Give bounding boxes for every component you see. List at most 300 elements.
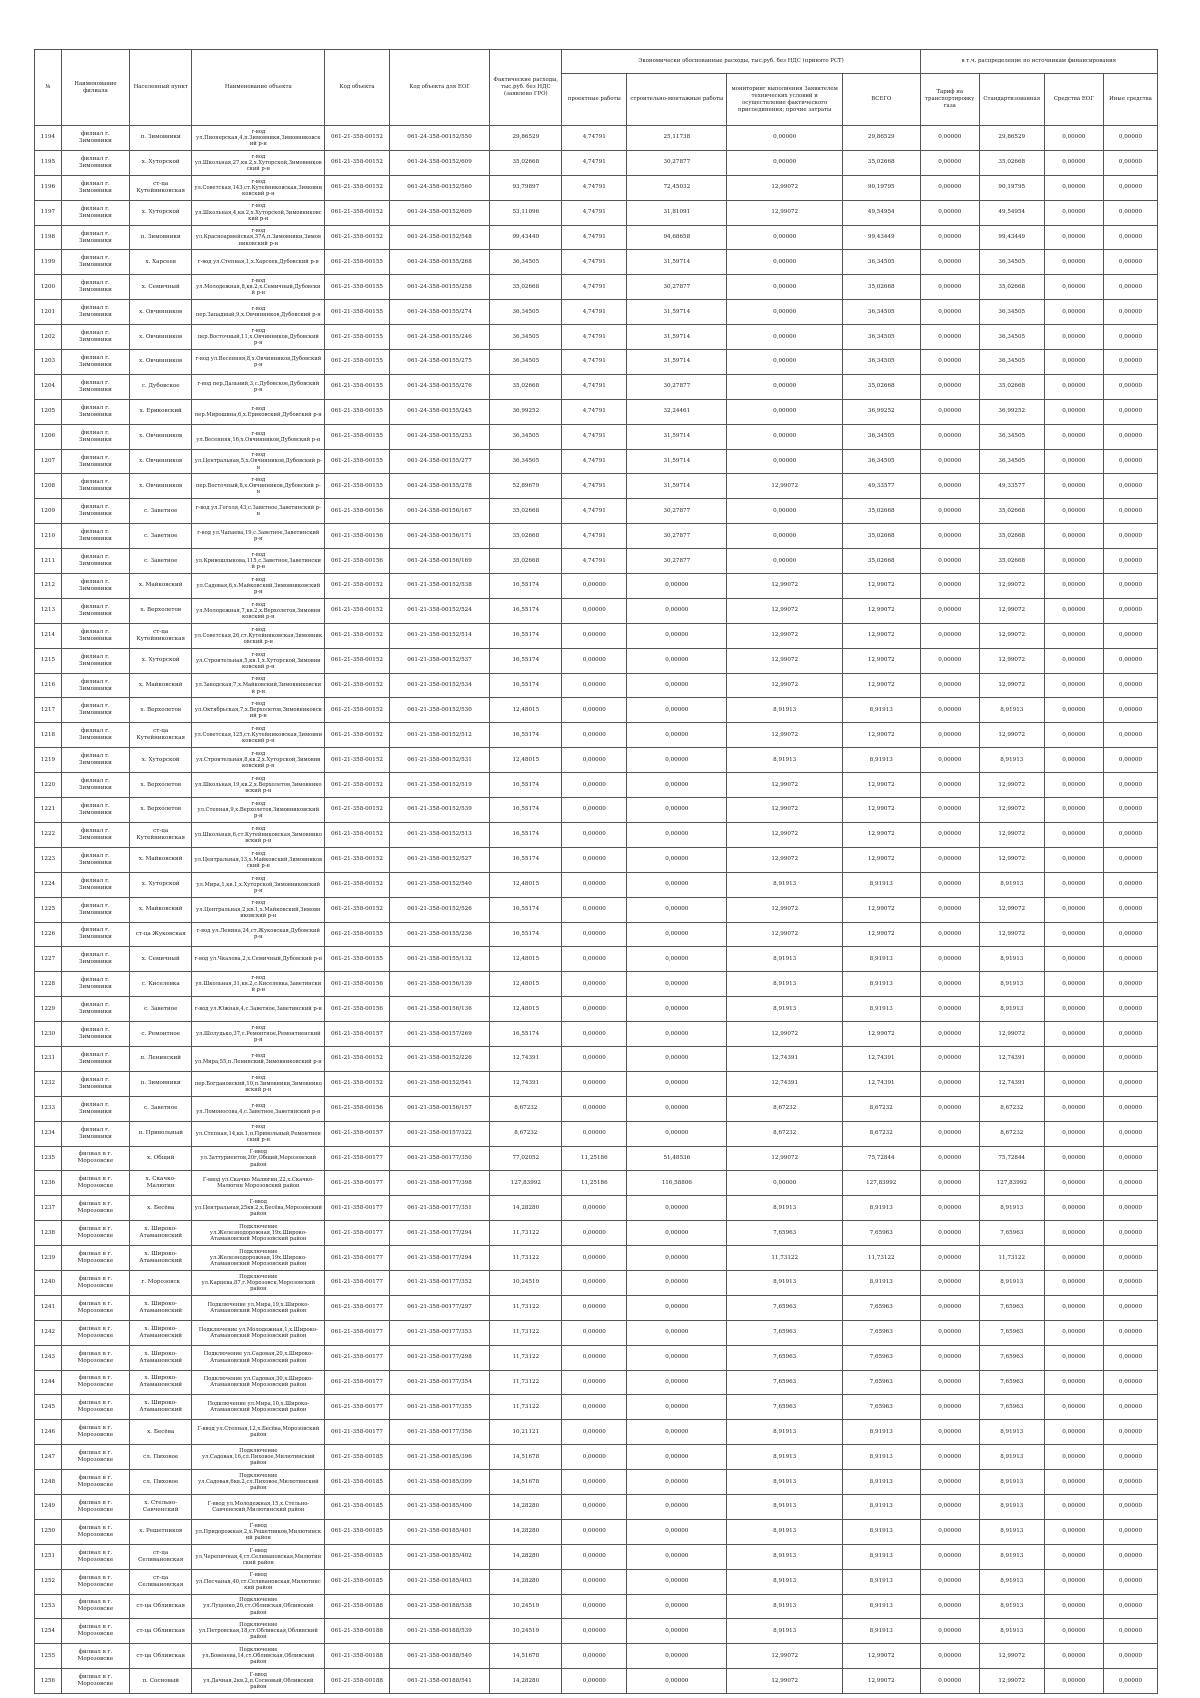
smr-cell: 0,00000 (627, 1644, 727, 1669)
punkt-cell: ст-ца Обливская (129, 1594, 192, 1619)
row-num: 1233 (35, 1096, 62, 1121)
code-cell: 061-21-358-00152 (325, 175, 390, 200)
punkt-cell: с. Дубовское (129, 374, 192, 399)
code-eog-cell: 061-24-358-00152/548 (389, 225, 489, 250)
other-cell: 0,00000 (1103, 1594, 1157, 1619)
table-row (35, 1022, 1158, 1047)
filial-cell: филиал г. Зимовники (61, 648, 129, 673)
tarif-cell: 0,00000 (920, 947, 979, 972)
table-row (35, 175, 1158, 200)
code-eog-cell: 061-21-358-00177/351 (389, 1196, 489, 1221)
tarif-cell: 0,00000 (920, 1146, 979, 1171)
code-eog-cell: 061-21-358-00152/541 (389, 1071, 489, 1096)
total-cell: 8,67232 (842, 1121, 920, 1146)
other-cell: 0,00000 (1103, 1121, 1157, 1146)
object-cell: Подключение ул.Садовая,30,х.Широко-Атамановский Морозовский район (192, 1370, 325, 1395)
proekt-cell: 0,00000 (562, 574, 627, 599)
expenses-table (34, 49, 1158, 1694)
other-cell: 0,00000 (1103, 1320, 1157, 1345)
proekt-cell: 0,00000 (562, 1470, 627, 1495)
row-num: 1211 (35, 549, 62, 574)
code-eog-cell: 061-21-358-00177/355 (389, 1395, 489, 1420)
total-cell: 12,99072 (842, 847, 920, 872)
code-cell: 061-21-358-00155 (325, 374, 390, 399)
code-cell: 061-21-358-00157 (325, 1022, 390, 1047)
code-cell: 061-21-358-00188 (325, 1669, 390, 1694)
smr-cell: 0,00000 (627, 847, 727, 872)
punkt-cell: ст-ца Жуковская (129, 922, 192, 947)
nadzor-cell: 0,00000 (727, 126, 842, 151)
fact-cell: 16,55174 (490, 1022, 562, 1047)
proekt-cell: 0,00000 (562, 1445, 627, 1470)
smr-cell: 0,00000 (627, 1519, 727, 1544)
tarif-cell: 0,00000 (920, 1345, 979, 1370)
row-num: 1202 (35, 325, 62, 350)
code-eog-cell: 061-21-358-00152/514 (389, 623, 489, 648)
punkt-cell: с. Ремонтное (129, 1022, 192, 1047)
tarif-cell: 0,00000 (920, 300, 979, 325)
eog-cell: 0,00000 (1044, 1046, 1103, 1071)
eog-cell: 0,00000 (1044, 1494, 1103, 1519)
nadzor-cell: 12,99072 (727, 773, 842, 798)
smr-cell: 0,00000 (627, 673, 727, 698)
punkt-cell: х. Скачко-Малюгин (129, 1171, 192, 1196)
row-num: 1242 (35, 1320, 62, 1345)
row-num: 1237 (35, 1196, 62, 1221)
punkt-cell: х. Семичный (129, 947, 192, 972)
standart-cell: 8,91913 (979, 1569, 1044, 1594)
tarif-cell: 0,00000 (920, 872, 979, 897)
punkt-cell: ст-ца Селивановская (129, 1544, 192, 1569)
filial-cell: филиал в г. Морозовске (61, 1669, 129, 1694)
filial-cell: филиал г. Зимовники (61, 574, 129, 599)
eog-cell: 0,00000 (1044, 250, 1103, 275)
nadzor-cell: 8,91913 (727, 698, 842, 723)
punkt-cell: х. Бесёва (129, 1420, 192, 1445)
code-cell: 061-21-358-00185 (325, 1494, 390, 1519)
table-row (35, 225, 1158, 250)
standart-cell: 99,43449 (979, 225, 1044, 250)
total-cell: 12,99072 (842, 798, 920, 823)
row-num: 1194 (35, 126, 62, 151)
filial-cell: филиал г. Зимовники (61, 499, 129, 524)
fact-cell: 16,55174 (490, 847, 562, 872)
other-cell: 0,00000 (1103, 1345, 1157, 1370)
standart-cell: 8,91913 (979, 997, 1044, 1022)
object-cell: г-вод ул.Чапаева,19,с.Заветное,Заветинский р-н (192, 524, 325, 549)
smr-cell: 116,58806 (627, 1171, 727, 1196)
other-cell: 0,00000 (1103, 972, 1157, 997)
total-cell: 8,91913 (842, 1569, 920, 1594)
nadzor-cell: 0,00000 (727, 449, 842, 474)
row-num: 1204 (35, 374, 62, 399)
row-num: 1217 (35, 698, 62, 723)
standart-cell: 49,33577 (979, 474, 1044, 499)
filial-cell: филиал в г. Морозовске (61, 1619, 129, 1644)
fact-cell: 53,11096 (490, 200, 562, 225)
total-cell: 8,91913 (842, 1196, 920, 1221)
table-row (35, 798, 1158, 823)
table-row (35, 1370, 1158, 1395)
tarif-cell: 0,00000 (920, 1171, 979, 1196)
table-row (35, 250, 1158, 275)
code-eog-cell: 061-24-358-00155/268 (389, 250, 489, 275)
eog-cell: 0,00000 (1044, 499, 1103, 524)
total-cell: 49,54954 (842, 200, 920, 225)
proekt-cell: 0,00000 (562, 1295, 627, 1320)
code-cell: 061-21-358-00156 (325, 972, 390, 997)
punkt-cell: х. Майковский (129, 897, 192, 922)
filial-cell: филиал г. Зимовники (61, 1022, 129, 1047)
code-eog-cell: 061-21-358-00177/354 (389, 1370, 489, 1395)
tarif-cell: 0,00000 (920, 1295, 979, 1320)
nadzor-cell: 0,00000 (727, 225, 842, 250)
tarif-cell: 0,00000 (920, 1071, 979, 1096)
other-cell: 0,00000 (1103, 1519, 1157, 1544)
smr-cell: 0,00000 (627, 1370, 727, 1395)
tarif-cell: 0,00000 (920, 325, 979, 350)
row-num: 1231 (35, 1046, 62, 1071)
other-cell: 0,00000 (1103, 1171, 1157, 1196)
standart-cell: 12,74391 (979, 1071, 1044, 1096)
tarif-cell: 0,00000 (920, 200, 979, 225)
proekt-cell: 0,00000 (562, 1046, 627, 1071)
eog-cell: 0,00000 (1044, 1395, 1103, 1420)
tarif-cell: 0,00000 (920, 1494, 979, 1519)
smr-cell: 0,00000 (627, 1046, 727, 1071)
other-cell: 0,00000 (1103, 1270, 1157, 1295)
eog-cell: 0,00000 (1044, 1345, 1103, 1370)
proekt-cell: 0,00000 (562, 1569, 627, 1594)
punkt-cell: ст-ца Селивановская (129, 1569, 192, 1594)
code-cell: 061-21-358-00177 (325, 1171, 390, 1196)
code-cell: 061-21-358-00177 (325, 1395, 390, 1420)
object-cell: г-вод ул.Весенняя,8,х.Овчинников,Дубовский р-н (192, 350, 325, 375)
standart-cell: 12,99072 (979, 574, 1044, 599)
other-cell: 0,00000 (1103, 1494, 1157, 1519)
punkt-cell: х. Ериковский (129, 399, 192, 424)
standart-cell: 35,02668 (979, 275, 1044, 300)
code-cell: 061-21-358-00152 (325, 648, 390, 673)
code-cell: 061-21-358-00188 (325, 1619, 390, 1644)
total-cell: 12,99072 (842, 1644, 920, 1669)
total-cell: 7,65963 (842, 1345, 920, 1370)
smr-cell: 0,00000 (627, 1445, 727, 1470)
object-cell: г-вод ул.Советская,143,ст.Кутейниковская,Зимовниковский р-н (192, 175, 325, 200)
total-cell: 7,65963 (842, 1370, 920, 1395)
nadzor-cell: 12,99072 (727, 200, 842, 225)
eog-cell: 0,00000 (1044, 225, 1103, 250)
filial-cell: филиал в г. Морозовске (61, 1544, 129, 1569)
nadzor-cell: 7,65963 (727, 1295, 842, 1320)
filial-cell: филиал г. Зимовники (61, 847, 129, 872)
fact-cell: 36,34505 (490, 250, 562, 275)
filial-cell: филиал г. Зимовники (61, 972, 129, 997)
punkt-cell: х. Хуторской (129, 200, 192, 225)
code-eog-cell: 061-21-358-00177/353 (389, 1320, 489, 1345)
header-nadzor: мониторинг выполнения Заявителем технических условий и осуществление фактического присоединения; прочие затраты (727, 74, 842, 126)
code-eog-cell: 061-21-358-00152/513 (389, 822, 489, 847)
nadzor-cell: 0,00000 (727, 374, 842, 399)
nadzor-cell: 12,99072 (727, 1022, 842, 1047)
punkt-cell: ст-ца Кутейниковская (129, 822, 192, 847)
table-row (35, 1494, 1158, 1519)
eog-cell: 0,00000 (1044, 1544, 1103, 1569)
proekt-cell: 0,00000 (562, 1395, 627, 1420)
other-cell: 0,00000 (1103, 1370, 1157, 1395)
table-row (35, 922, 1158, 947)
table-row (35, 1445, 1158, 1470)
standart-cell: 35,02668 (979, 524, 1044, 549)
code-eog-cell: 061-21-358-00152/534 (389, 673, 489, 698)
code-cell: 061-21-358-00156 (325, 997, 390, 1022)
tarif-cell: 0,00000 (920, 1470, 979, 1495)
table-row (35, 374, 1158, 399)
other-cell: 0,00000 (1103, 300, 1157, 325)
fact-cell: 36,34505 (490, 325, 562, 350)
code-eog-cell: 061-21-358-00177/298 (389, 1345, 489, 1370)
punkt-cell: х. Овчинников (129, 424, 192, 449)
punkt-cell: ст-ца Кутейниковская (129, 623, 192, 648)
punkt-cell: х. Широко-Атамановский (129, 1395, 192, 1420)
standart-cell: 8,91913 (979, 1619, 1044, 1644)
object-cell: г-вод ул.Мира,55,п.Ленинский,Зимовниковский р-н (192, 1046, 325, 1071)
code-cell: 061-21-358-00185 (325, 1470, 390, 1495)
filial-cell: филиал г. Зимовники (61, 748, 129, 773)
fact-cell: 16,55174 (490, 648, 562, 673)
row-num: 1200 (35, 275, 62, 300)
eog-cell: 0,00000 (1044, 1270, 1103, 1295)
filial-cell: филиал в г. Морозовске (61, 1295, 129, 1320)
standart-cell: 12,99072 (979, 798, 1044, 823)
table-body (35, 126, 1158, 1694)
proekt-cell: 4,74791 (562, 225, 627, 250)
smr-cell: 0,00000 (627, 1096, 727, 1121)
punkt-cell: г. Морозовск (129, 1270, 192, 1295)
standart-cell: 75,72844 (979, 1146, 1044, 1171)
code-eog-cell: 061-21-358-00152/540 (389, 872, 489, 897)
table-row (35, 1171, 1158, 1196)
object-cell: г-вод ул.Центральная,2,кв.1,х.Майковский,Зимовниковский р-н (192, 897, 325, 922)
fact-cell: 12,48015 (490, 748, 562, 773)
proekt-cell: 4,74791 (562, 325, 627, 350)
eog-cell: 0,00000 (1044, 399, 1103, 424)
smr-cell: 0,00000 (627, 922, 727, 947)
table-row (35, 673, 1158, 698)
nadzor-cell: 12,99072 (727, 175, 842, 200)
tarif-cell: 0,00000 (920, 1046, 979, 1071)
nadzor-cell: 12,99072 (727, 648, 842, 673)
code-cell: 061-21-358-00155 (325, 350, 390, 375)
row-num: 1213 (35, 598, 62, 623)
filial-cell: филиал в г. Морозовске (61, 1420, 129, 1445)
fact-cell: 93,79897 (490, 175, 562, 200)
fact-cell: 10,24519 (490, 1270, 562, 1295)
other-cell: 0,00000 (1103, 1096, 1157, 1121)
total-cell: 7,65963 (842, 1320, 920, 1345)
proekt-cell: 4,74791 (562, 424, 627, 449)
code-eog-cell: 061-21-358-00177/352 (389, 1270, 489, 1295)
eog-cell: 0,00000 (1044, 449, 1103, 474)
object-cell: г-вод ул.Гоголя,43,с.Заветное,Заветинский р-н (192, 499, 325, 524)
fact-cell: 35,02668 (490, 150, 562, 175)
tarif-cell: 0,00000 (920, 1196, 979, 1221)
row-num: 1209 (35, 499, 62, 524)
eog-cell: 0,00000 (1044, 275, 1103, 300)
proekt-cell: 0,00000 (562, 1320, 627, 1345)
object-cell: Г-ввод ул.Молодежная,15,х.Стельно-Савченский,Милютинский район (192, 1494, 325, 1519)
other-cell: 0,00000 (1103, 847, 1157, 872)
punkt-cell: х. Верхолетов (129, 698, 192, 723)
filial-cell: филиал в г. Морозовске (61, 1221, 129, 1246)
header-total: ВСЕГО (842, 74, 920, 126)
other-cell: 0,00000 (1103, 773, 1157, 798)
eog-cell: 0,00000 (1044, 574, 1103, 599)
nadzor-cell: 0,00000 (727, 1171, 842, 1196)
standart-cell: 12,74391 (979, 1046, 1044, 1071)
object-cell: г-вод ул.Степная,1,х.Харсеев,Дубовский р-н (192, 250, 325, 275)
punkt-cell: х. Харсеев (129, 250, 192, 275)
tarif-cell: 0,00000 (920, 150, 979, 175)
tarif-cell: 0,00000 (920, 1594, 979, 1619)
filial-cell: филиал в г. Морозовске (61, 1171, 129, 1196)
proekt-cell: 0,00000 (562, 1669, 627, 1694)
object-cell: г-вод ул.Школьная,6,ст.Кутейниковская,Зимовниковский р-н (192, 822, 325, 847)
eog-cell: 0,00000 (1044, 1420, 1103, 1445)
row-num: 1222 (35, 822, 62, 847)
proekt-cell: 4,74791 (562, 300, 627, 325)
smr-cell: 0,00000 (627, 723, 727, 748)
nadzor-cell: 12,99072 (727, 623, 842, 648)
fact-cell: 35,02668 (490, 275, 562, 300)
nadzor-cell: 8,67232 (727, 1121, 842, 1146)
eog-cell: 0,00000 (1044, 350, 1103, 375)
object-cell: г-вод ул.Чкалова,2,х.Семичный,Дубовский р-н (192, 947, 325, 972)
nadzor-cell: 12,99072 (727, 574, 842, 599)
header-proekt: проектные работы (562, 74, 627, 126)
smr-cell: 0,00000 (627, 947, 727, 972)
smr-cell: 0,00000 (627, 698, 727, 723)
row-num: 1208 (35, 474, 62, 499)
standart-cell: 12,99072 (979, 773, 1044, 798)
proekt-cell: 0,00000 (562, 648, 627, 673)
object-cell: г-вод ул.Центральная,13,х.Майковский,Зимовниковский р-н (192, 847, 325, 872)
filial-cell: филиал г. Зимовники (61, 623, 129, 648)
proekt-cell: 0,00000 (562, 1644, 627, 1669)
object-cell: г-вод ул.Мира,1,кв.1,х.Хуторской,Зимовниковский р-н (192, 872, 325, 897)
code-eog-cell: 061-21-358-00188/540 (389, 1644, 489, 1669)
smr-cell: 0,00000 (627, 897, 727, 922)
code-cell: 061-21-358-00155 (325, 947, 390, 972)
eog-cell: 0,00000 (1044, 474, 1103, 499)
fact-cell: 10,24519 (490, 1594, 562, 1619)
code-eog-cell: 061-24-358-00155/274 (389, 300, 489, 325)
total-cell: 12,99072 (842, 574, 920, 599)
standart-cell: 29,86529 (979, 126, 1044, 151)
proekt-cell: 4,74791 (562, 350, 627, 375)
nadzor-cell: 8,91913 (727, 1519, 842, 1544)
eog-cell: 0,00000 (1044, 598, 1103, 623)
punkt-cell: х. Широко-Атамановский (129, 1295, 192, 1320)
total-cell: 12,74391 (842, 1046, 920, 1071)
code-eog-cell: 061-21-358-00185/399 (389, 1470, 489, 1495)
standart-cell: 36,34505 (979, 300, 1044, 325)
filial-cell: филиал в г. Морозовске (61, 1246, 129, 1271)
nadzor-cell: 0,00000 (727, 499, 842, 524)
code-eog-cell: 061-21-358-00177/398 (389, 1171, 489, 1196)
object-cell: г-вод ул.Степная,9,х.Верхолетов,Зимовниковский р-н (192, 798, 325, 823)
eog-cell: 0,00000 (1044, 1619, 1103, 1644)
code-cell: 061-21-358-00185 (325, 1519, 390, 1544)
proekt-cell: 0,00000 (562, 1196, 627, 1221)
eog-cell: 0,00000 (1044, 150, 1103, 175)
code-cell: 061-21-358-00185 (325, 1569, 390, 1594)
code-eog-cell: 061-21-358-00155/132 (389, 947, 489, 972)
tarif-cell: 0,00000 (920, 1370, 979, 1395)
punkt-cell: ст-ца Обливская (129, 1619, 192, 1644)
table-row (35, 275, 1158, 300)
nadzor-cell: 0,00000 (727, 250, 842, 275)
nadzor-cell: 12,99072 (727, 1146, 842, 1171)
standart-cell: 8,91913 (979, 1420, 1044, 1445)
punkt-cell: х. Широко-Атамановский (129, 1370, 192, 1395)
code-cell: 061-21-358-00185 (325, 1445, 390, 1470)
object-cell: г-вод ул.Советская,26,ст.Кутейниковская,Зимовниковский р-н (192, 623, 325, 648)
other-cell: 0,00000 (1103, 1295, 1157, 1320)
eog-cell: 0,00000 (1044, 1196, 1103, 1221)
punkt-cell: п. Зимовники (129, 1071, 192, 1096)
smr-cell: 0,00000 (627, 1270, 727, 1295)
proekt-cell: 0,00000 (562, 1494, 627, 1519)
eog-cell: 0,00000 (1044, 374, 1103, 399)
object-cell: г-вод ул.Молодежная,8,кв.2,х.Семичный,Дубовский р-н (192, 275, 325, 300)
total-cell: 29,86529 (842, 126, 920, 151)
code-eog-cell: 061-21-358-00152/226 (389, 1046, 489, 1071)
object-cell: г-вод ул.Кривошлыкова,115,с.Заветное,Заветинский р-н (192, 549, 325, 574)
punkt-cell: х. Овчинников (129, 350, 192, 375)
smr-cell: 0,00000 (627, 648, 727, 673)
tarif-cell: 0,00000 (920, 698, 979, 723)
object-cell: Подключение ул.Молодежная,1,х.Широко-Атамановский Морозовский район (192, 1320, 325, 1345)
table-row (35, 1420, 1158, 1445)
object-cell: г-вод ул.Ломоносова,4,с.Заветное,Заветинский р-н (192, 1096, 325, 1121)
smr-cell: 0,00000 (627, 1569, 727, 1594)
standart-cell: 12,99072 (979, 598, 1044, 623)
proekt-cell: 0,00000 (562, 972, 627, 997)
eog-cell: 0,00000 (1044, 424, 1103, 449)
other-cell: 0,00000 (1103, 175, 1157, 200)
filial-cell: филиал г. Зимовники (61, 300, 129, 325)
fact-cell: 16,55174 (490, 773, 562, 798)
punkt-cell: х. Общий (129, 1146, 192, 1171)
header-object: Наименование объекта (192, 50, 325, 126)
table-row (35, 449, 1158, 474)
filial-cell: филиал г. Зимовники (61, 822, 129, 847)
tarif-cell: 0,00000 (920, 524, 979, 549)
nadzor-cell: 12,99072 (727, 673, 842, 698)
table-row (35, 574, 1158, 599)
other-cell: 0,00000 (1103, 1395, 1157, 1420)
other-cell: 0,00000 (1103, 1146, 1157, 1171)
other-cell: 0,00000 (1103, 549, 1157, 574)
standart-cell: 12,99072 (979, 648, 1044, 673)
standart-cell: 8,91913 (979, 1196, 1044, 1221)
object-cell: г-вод ул.Школьная,31,кв.2,с.Киселевка,Заветинский р-н (192, 972, 325, 997)
row-num: 1241 (35, 1295, 62, 1320)
fact-cell: 14,51678 (490, 1644, 562, 1669)
punkt-cell: п. Привольный (129, 1121, 192, 1146)
filial-cell: филиал г. Зимовники (61, 200, 129, 225)
